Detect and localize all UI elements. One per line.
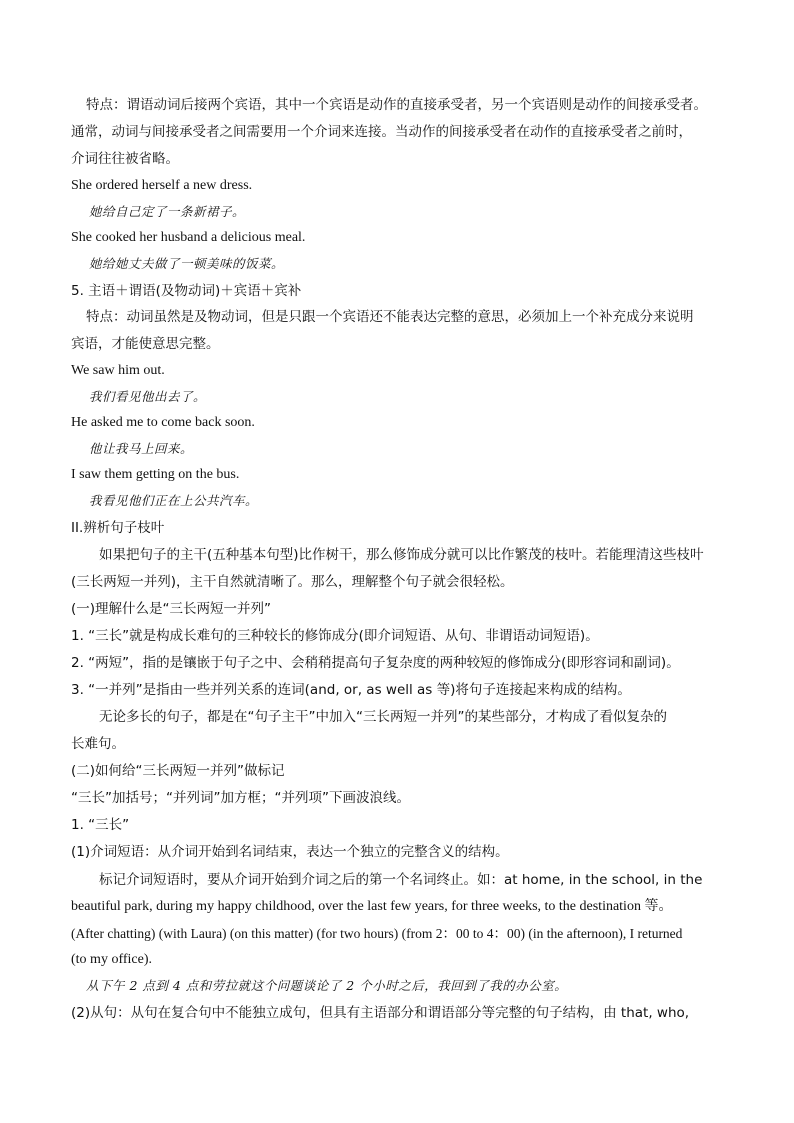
example-translation: 她给自己定了一条新裙子。 <box>89 204 246 219</box>
item-heading-san-chang: 1. “三长” <box>71 817 130 833</box>
summary-paragraph-line-2: 长难句。 <box>71 736 125 752</box>
feature-paragraph-line-1: 特点：谓语动词后接两个宾语，其中一个宾语是动作的直接承受者，另一个宾语则是动作的间接承受者。 <box>86 97 707 113</box>
example-translation: 他让我马上回来。 <box>89 441 194 456</box>
example-translation: 我看见他们正在上公共汽车。 <box>89 493 259 508</box>
prepositional-phrase-definition: (1)介词短语：从介词开始到名词结束，表达一个独立的完整含义的结构。 <box>71 844 509 860</box>
feature-paragraph-line-3: 介词往往被省略。 <box>71 151 179 167</box>
example-translation: 我们看见他出去了。 <box>89 389 207 404</box>
clause-definition: (2)从句：从句在复合句中不能独立成句，但具有主语部分和谓语部分等完整的句子结构，由 that, who, <box>71 1005 690 1021</box>
example-sentence-continued: (to my office). <box>71 952 152 967</box>
example-sentence: She ordered herself a new dress. <box>71 178 253 193</box>
marking-rule: “三长”加括号；“并列词”加方框；“并列项”下画波浪线。 <box>71 790 410 806</box>
feature-paragraph-line-2: 宾语，才能使意思完整。 <box>71 336 220 352</box>
example-translation: 她给她丈夫做了一顿美味的饭菜。 <box>89 256 285 271</box>
example-sentence: She cooked her husband a delicious meal. <box>71 230 306 245</box>
example-sentence: I saw them getting on the bus. <box>71 467 240 482</box>
section-heading-pattern-5: 5. 主语＋谓语(及物动词)＋宾语＋宾补 <box>71 283 302 299</box>
feature-paragraph-line-2: 通常，动词与间接承受者之间需要用一个介词来连接。当动作的间接承受者在动作的直接承受者之前时， <box>71 124 692 140</box>
list-item: 3. “一并列”是指由一些并列关系的连词(and, or, as well as 等)将句子连接起来构成的结构。 <box>71 682 631 698</box>
summary-paragraph-line-1: 无论多长的句子，都是在“句子主干”中加入“三长两短一并列”的某些部分，才构成了看似复杂的 <box>99 709 667 725</box>
example-sentence: (After chatting) (with Laura) (on this matter) (for two hours) (from 2：00 to 4：00) (in the afternoon), I returned <box>71 926 683 941</box>
marking-paragraph-line-2: beautiful park, during my happy childhood, over the last few years, for three weeks, to the destination 等。 <box>71 899 673 914</box>
section-heading-ii: II.辨析句子枝叶 <box>71 520 165 536</box>
intro-paragraph-line-2: (三长两短一并列)，主干自然就清晰了。那么，理解整个句子就会很轻松。 <box>71 574 514 590</box>
marking-paragraph-line-1: 标记介词短语时，要从介词开始到介词之后的第一个名词终止。如：at home, in the school, in the <box>99 872 703 888</box>
example-translation: 从下午 2 点到 4 点和劳拉就这个问题谈论了 2 个小时之后，我回到了我的办公室。 <box>86 978 568 993</box>
intro-paragraph-line-1: 如果把句子的主干(五种基本句型)比作树干，那么修饰成分就可以比作繁茂的枝叶。若能理清这些枝叶 <box>99 547 704 563</box>
subsection-heading-2: (二)如何给“三长两短一并列”做标记 <box>71 763 285 779</box>
feature-paragraph-line-1: 特点：动词虽然是及物动词，但是只跟一个宾语还不能表达完整的意思，必须加上一个补充成分来说明 <box>86 309 694 325</box>
list-item: 2. “两短”，指的是镶嵌于句子之中、会稍稍提高句子复杂度的两种较短的修饰成分(即形容词和副词)。 <box>71 655 680 671</box>
example-sentence: We saw him out. <box>71 363 165 378</box>
example-sentence: He asked me to come back soon. <box>71 415 255 430</box>
list-item: 1. “三长”就是构成长难句的三种较长的修饰成分(即介词短语、从句、非谓语动词短语)。 <box>71 628 599 644</box>
subsection-heading-1: (一)理解什么是“三长两短一并列” <box>71 601 272 617</box>
